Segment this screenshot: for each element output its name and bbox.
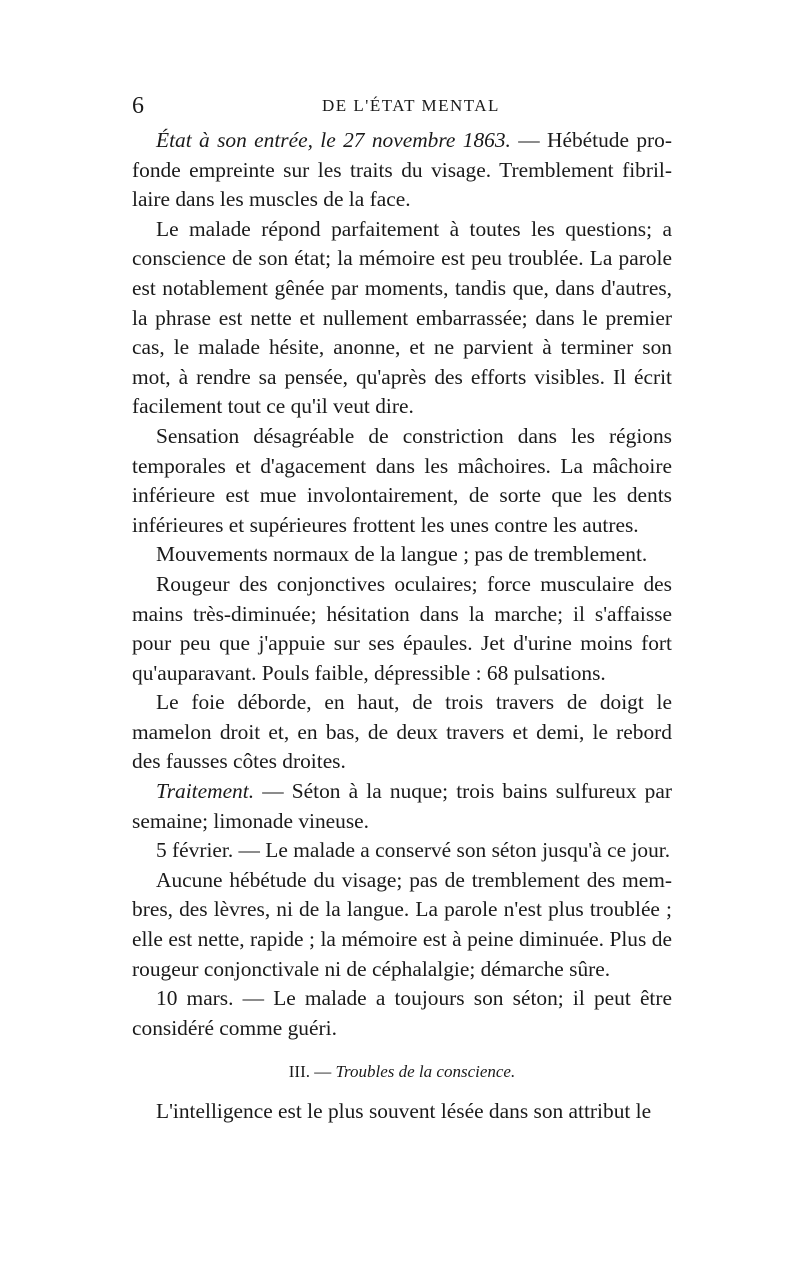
paragraph-text: 10 mars. — Le malade a toujours son séton; il peut être considéré comme guéri. (132, 986, 672, 1040)
paragraph-text: 5 février. — Le malade a conservé son séton jusqu'à ce jour. (156, 838, 671, 863)
paragraph-text: Aucune hébétude du visage; pas de tremblement des membres, des lèvres, ni de la langue. La parole n'est plus troublée ; elle est nette, rapide ; la mémoire est à peine diminuée. Plus de rougeur conjonctivale ni de céphalalgie; démarche sûre. (132, 867, 672, 981)
paragraph-text: Sensation désagréable de constriction dans les régions temporales et d'agacement dans les mâchoires. La mâchoire inférieure est mue involontairement, de sorte que les dents inférieures et supérieures frottent les unes contre les autres. (132, 423, 672, 537)
paragraph-text: — Séton à la nuque; trois bains sulfureux par semaine; limonade vineuse. (132, 779, 672, 833)
paragraph (132, 570, 672, 688)
paragraph (132, 688, 672, 777)
section-number: III. — (288, 1062, 332, 1082)
paragraph (132, 866, 672, 984)
paragraph (132, 215, 672, 422)
paragraph-text: Le malade répond parfaitement à toutes les questions; a conscience de son état; la mémoire est peu troublée. La parole est notablement gênée par moments, tandis que, dans d'autres, la phrase est nette et nullement embarrassée; dans le premier cas, le malade hésite, anonne, et ne parvient à terminer son mot, à rendre sa pensée, qu'après des efforts visibles. Il écrit facilement tout ce qu'il veut dire. (132, 216, 672, 419)
page-number: 6 (132, 93, 144, 119)
paragraph (132, 422, 672, 540)
section-heading (132, 1057, 672, 1087)
paragraph-lead: Traitement. (156, 779, 255, 804)
paragraph-text: — Hébétude profonde empreinte sur les traits du visage. Tremblement fibrillaire dans les muscles de la face. (132, 128, 672, 212)
paragraph (132, 777, 672, 836)
running-title: DE L'ÉTAT MENTAL (322, 96, 500, 115)
paragraph (132, 540, 672, 570)
paragraph (132, 836, 672, 866)
body-text (132, 126, 672, 1127)
paragraph-text: Mouvements normaux de la langue ; pas de tremblement. (156, 542, 648, 567)
closing-paragraph (132, 1097, 672, 1127)
paragraph-lead: État à son entrée, le 27 novembre 1863. (156, 128, 511, 152)
paragraph (132, 126, 672, 215)
section-title: Troubles de la conscience. (335, 1062, 516, 1082)
paragraph-text: Le foie déborde, en haut, de trois travers de doigt le mamelon droit et, en bas, de deux travers et demi, le rebord des fausses côtes droites. (132, 690, 672, 774)
paragraph-text: Rougeur des conjonctives oculaires; force musculaire des mains très-diminuée; hésitation dans la marche; il s'affaisse pour peu que j'appuie sur ses épaules. Jet d'urine moins fort qu'auparavant. Pouls faible, dépressible : 68 pulsations. (132, 571, 672, 685)
paragraph-text: L'intelligence est le plus souvent lésée dans son attribut le (156, 1099, 652, 1124)
paragraph (132, 984, 672, 1043)
running-head (132, 91, 672, 121)
